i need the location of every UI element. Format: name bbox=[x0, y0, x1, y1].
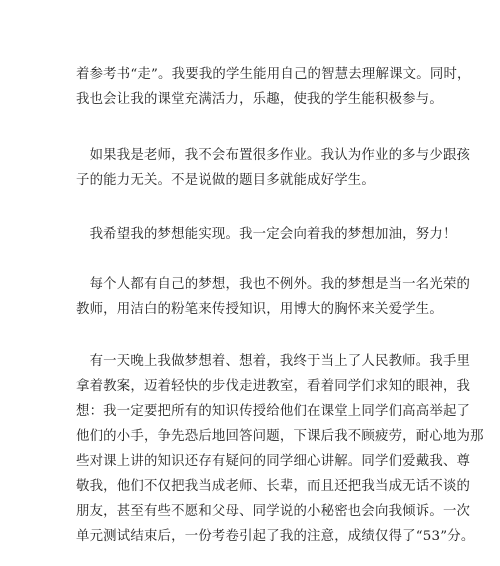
paragraph-line: 朋友，甚至有些不愿和父母、同学说的小秘密也会向我倾诉。一次 bbox=[76, 504, 471, 519]
paragraph-3 bbox=[76, 222, 457, 247]
paragraph-4 bbox=[76, 272, 471, 322]
paragraph-line: 单元测试结束后，一份考卷引起了我的注意，成绩仅得了“53”分。 bbox=[76, 529, 475, 544]
paragraph-1 bbox=[76, 62, 471, 112]
paragraph-line: 教师，用洁白的粉笔来传授知识，用博大的胸怀来关爱学生。 bbox=[76, 302, 443, 317]
paragraph-line: 如果我是老师，我不会布置很多作业。我认为作业的多与少跟孩 bbox=[76, 148, 471, 163]
paragraph-line: 些对课上讲的知识还存有疑问的同学细心讲解。同学们爱戴我、尊 bbox=[76, 454, 471, 469]
paragraph-line: 子的能力无关。不是说做的题目多就能成好学生。 bbox=[76, 173, 375, 188]
paragraph-line: 敬我，他们不仅把我当成老师、长辈，而且还把我当成无话不谈的 bbox=[76, 479, 471, 494]
paragraph-5 bbox=[76, 349, 484, 549]
paragraph-line: 我希望我的梦想能实现。我一定会向着我的梦想加油，努力！ bbox=[76, 227, 457, 242]
paragraph-line: 拿着教案，迈着轻快的步伐走进教室，看着同学们求知的眼神，我 bbox=[76, 379, 471, 394]
paragraph-2 bbox=[76, 143, 471, 193]
paragraph-line: 着参考书“走”。我要我的学生能用自己的智慧去理解课文。同时， bbox=[76, 67, 471, 82]
paragraph-line: 有一天晚上我做梦想着、想着，我终于当上了人民教师。我手里 bbox=[76, 354, 471, 369]
paragraph-line: 我也会让我的课堂充满活力，乐趣，使我的学生能积极参与。 bbox=[76, 92, 443, 107]
paragraph-line: 想：我一定要把所有的知识传授给他们在课堂上同学们高高举起了 bbox=[76, 404, 471, 419]
paragraph-line: 每个人都有自己的梦想，我也不例外。我的梦想是当一名光荣的 bbox=[76, 277, 471, 292]
paragraph-line: 他们的小手，争先恐后地回答问题，下课后我不顾疲劳，耐心地为那 bbox=[76, 429, 484, 444]
